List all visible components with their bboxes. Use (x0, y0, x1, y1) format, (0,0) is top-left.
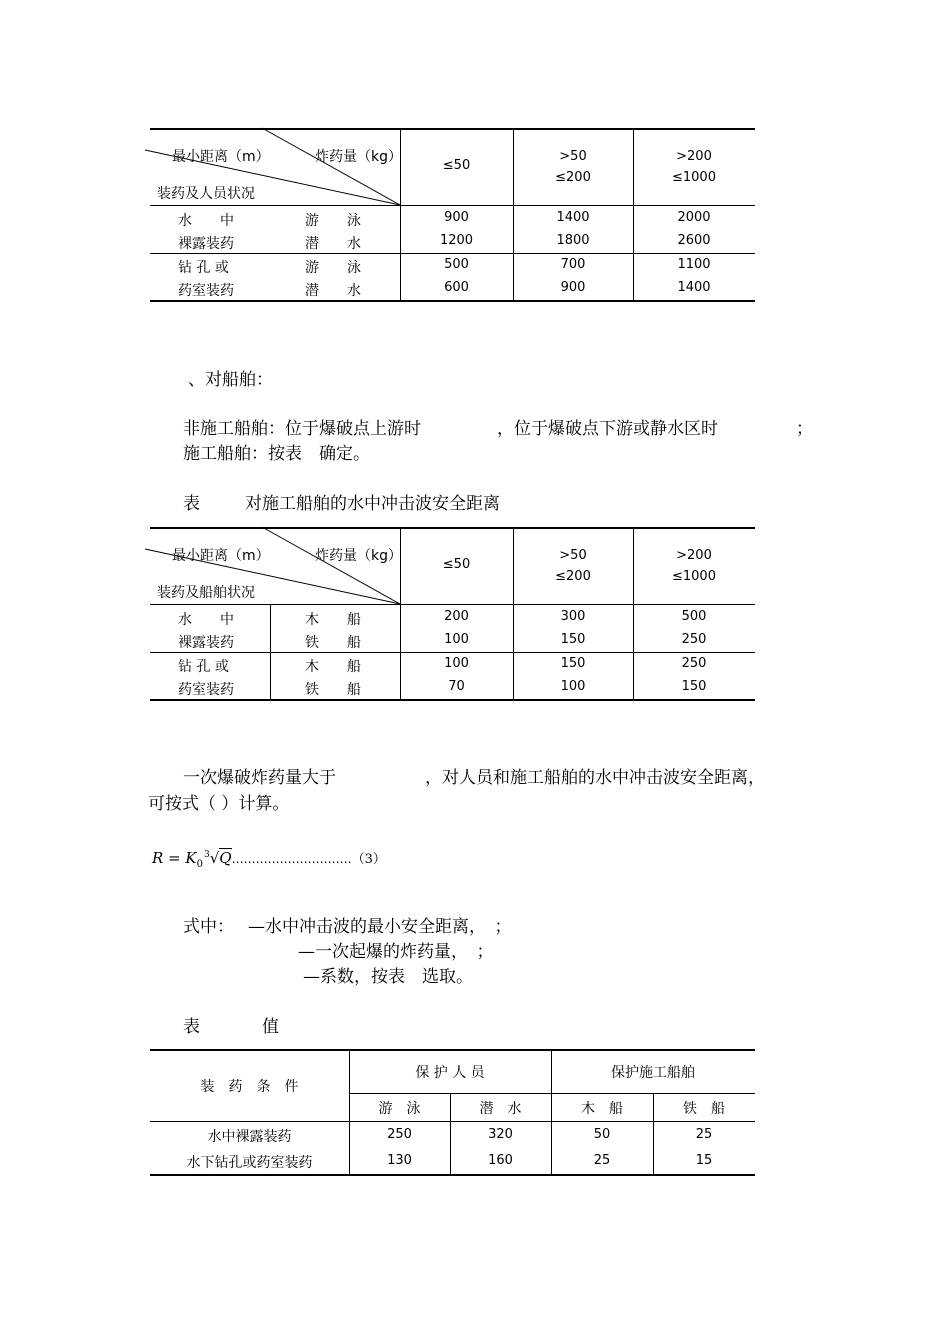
table-cell: 320 (488, 1127, 513, 1142)
paragraph-non-construction-ships-b: ，位于爆破点下游或静水区时 (497, 419, 718, 439)
paragraph-non-construction-ships-a: 非施工船舶：位于爆破点上游时 (183, 419, 421, 439)
formula-dots: ………………………… (231, 852, 352, 866)
paragraph-charge-threshold-b: ，对人员和施工船舶的水中冲击波安全距离， (425, 768, 765, 788)
subheader: 潜 水 (479, 1101, 522, 1117)
table-cell: 150 (560, 656, 586, 671)
corner-label-distance: 最小距离（m） (172, 548, 270, 564)
table-cell: 900 (444, 210, 469, 225)
row-status-label: 木 船 (305, 612, 361, 628)
where-label: 式中： (183, 917, 234, 937)
col-header: ≤50 (442, 557, 471, 572)
table2-caption: 对施工船舶的水中冲击波安全距离 (245, 494, 500, 514)
row-group-label: 水 中 (178, 213, 234, 229)
col-header: >200 (676, 548, 712, 563)
corner-label-status: 装药及人员状况 (157, 186, 255, 202)
table-cell: 15 (695, 1153, 713, 1168)
col-header: >50 (559, 548, 587, 563)
row-status-label: 潜 水 (305, 236, 361, 252)
table-cell: 300 (560, 609, 586, 624)
col-group-protect-ships: 保护施工船舶 (611, 1065, 695, 1081)
table-cell: 2600 (677, 233, 711, 248)
table-cell: 25 (593, 1153, 611, 1168)
table-cell: 250 (681, 656, 707, 671)
subheader: 游 泳 (378, 1101, 421, 1117)
table-cell: 100 (444, 656, 469, 671)
formula (152, 848, 386, 870)
row-group-label: 钻 孔 或 (178, 659, 229, 675)
table-cell: 1400 (556, 210, 590, 225)
col-header-charge-condition: 装 药 条 件 (200, 1079, 299, 1095)
where-line-distance: —水中冲击波的最小安全距离， ； (248, 917, 512, 937)
table-cell: 100 (444, 632, 469, 647)
table-cell: 1200 (439, 233, 474, 248)
table-cell: 200 (444, 609, 469, 624)
table-cell: 70 (448, 679, 465, 694)
col-header: >50 (559, 149, 587, 164)
formula-subscript: 0 (196, 859, 203, 870)
table-cell: 100 (560, 679, 586, 694)
col-header: ≤1000 (672, 569, 716, 584)
corner-label-distance: 最小距离（m） (172, 149, 270, 165)
table-cell: 160 (488, 1153, 513, 1168)
corner-label-charge: 炸药量（kg） (315, 149, 402, 165)
corner-label-charge: 炸药量（kg） (315, 548, 402, 564)
paragraph-charge-threshold-a: 一次爆破炸药量大于 (183, 768, 336, 788)
table-cell: 1100 (677, 257, 711, 272)
corner-label-status: 装药及船舶状况 (157, 585, 255, 601)
col-header: >200 (676, 149, 712, 164)
table-cell: 700 (560, 257, 586, 272)
formula-number: （3） (351, 852, 386, 867)
col-group-protect-personnel: 保 护 人 员 (415, 1065, 485, 1081)
row-status-label: 游 泳 (305, 213, 361, 229)
row-group-label: 裸露装药 (178, 635, 234, 651)
table-cell: 25 (695, 1127, 713, 1142)
formula-radicand: Q (219, 849, 232, 867)
col-header: ≤50 (442, 158, 471, 173)
row-group-label: 钻 孔 或 (178, 260, 229, 276)
row-status-label: 铁 船 (305, 635, 361, 651)
paragraph-non-construction-ships-c: ； (796, 419, 813, 439)
row-group-label: 水 中 (178, 612, 234, 628)
table-cell: 500 (444, 257, 469, 272)
table-cell: 600 (444, 280, 469, 295)
table-cell: 130 (387, 1153, 412, 1168)
row-group-label: 药室装药 (178, 283, 234, 299)
table-cell: 500 (681, 609, 707, 624)
table2-caption-prefix: 表 (183, 494, 200, 514)
row-status-label: 潜 水 (305, 283, 361, 299)
where-line-coefficient: —系数，按表 选取。 (303, 967, 473, 987)
subheader: 木 船 (581, 1101, 623, 1117)
section-heading-ships: 、对船舶： (188, 370, 273, 390)
table-cell: 50 (593, 1127, 611, 1142)
col-header: ≤1000 (672, 170, 716, 185)
table-cell: 250 (387, 1127, 412, 1142)
table3-caption-prefix: 表 (183, 1017, 200, 1037)
where-line-charge: —一次起爆的炸药量， ； (298, 942, 494, 962)
row-group-label: 裸露装药 (178, 236, 234, 252)
table-cell: 150 (560, 632, 586, 647)
formula-root-index: 3 (203, 850, 210, 860)
radical-icon: √ (209, 849, 220, 867)
row-status-label: 铁 船 (305, 682, 361, 698)
col-header: ≤200 (555, 569, 591, 584)
formula-lhs: R = K (152, 849, 197, 867)
table-cell: 900 (560, 280, 586, 295)
row-label: 水下钻孔或药室装药 (186, 1155, 313, 1171)
row-label: 水中裸露装药 (207, 1129, 292, 1145)
table-cell: 1800 (556, 233, 590, 248)
table-cell: 150 (681, 679, 707, 694)
table-cell: 250 (681, 632, 707, 647)
row-status-label: 游 泳 (305, 260, 361, 276)
subheader: 铁 船 (683, 1101, 725, 1117)
table3-caption: 值 (262, 1017, 279, 1037)
row-group-label: 药室装药 (178, 682, 234, 698)
paragraph-formula-intro: 可按式（ ）计算。 (148, 794, 290, 814)
col-header: ≤200 (555, 170, 591, 185)
row-status-label: 木 船 (305, 659, 361, 675)
table-cell: 2000 (677, 210, 711, 225)
table-cell: 1400 (677, 280, 711, 295)
paragraph-construction-ships: 施工船舶：按表 确定。 (183, 444, 370, 464)
